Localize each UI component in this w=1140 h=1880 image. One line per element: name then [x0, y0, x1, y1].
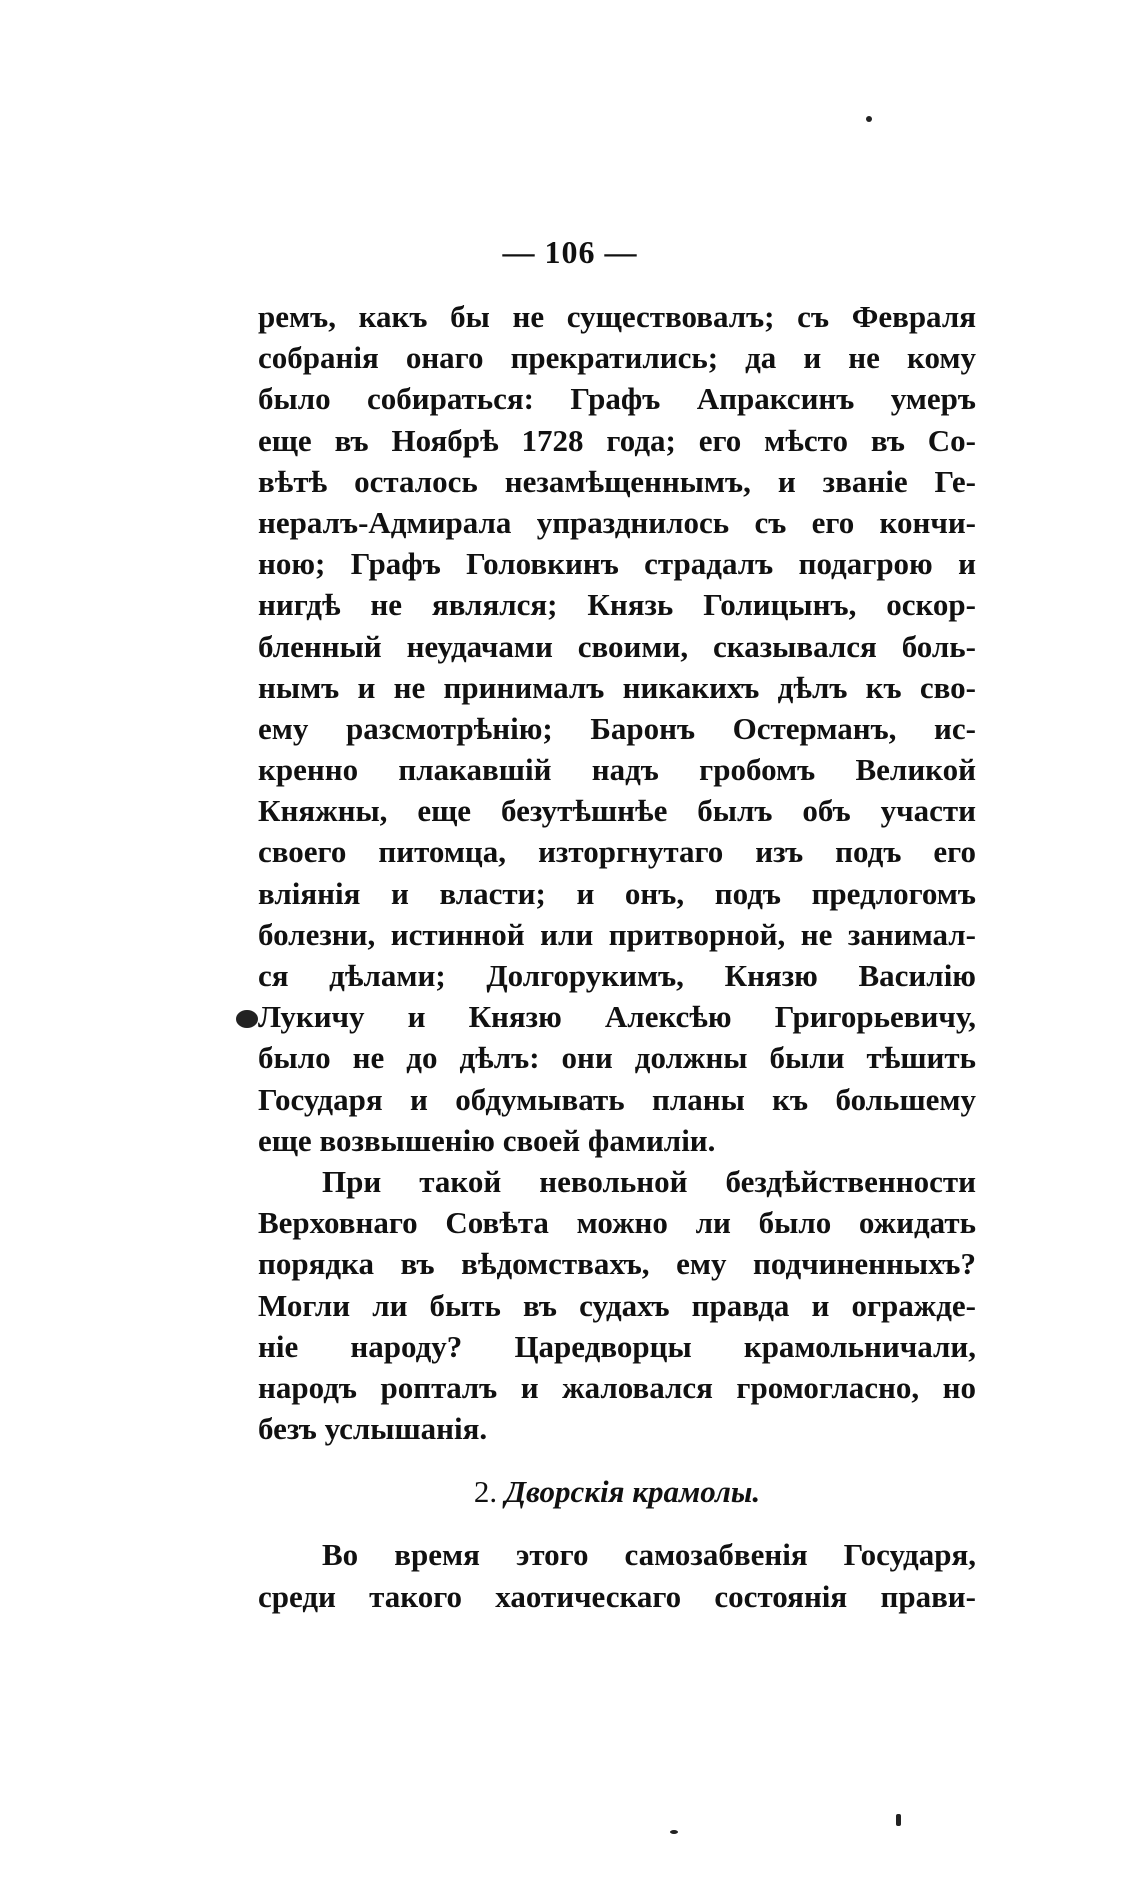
text-line: бленный неудачами своими, сказывался боль- — [258, 628, 976, 664]
text-line: своего питомца, изторгнутаго изъ подъ его — [258, 834, 976, 870]
text-line: было собираться: Графъ Апраксинъ умеръ — [258, 381, 976, 417]
text-line: Могли ли быть въ судахъ правда и огражде- — [258, 1287, 976, 1323]
text-line: Княжны, еще безутѣшнѣе былъ объ участи — [258, 793, 976, 829]
text-line: собранія онаго прекратились; да и не кому — [258, 340, 976, 376]
section-title: Дворскія крамолы. — [504, 1474, 761, 1510]
text-line: вѣтѣ осталось незамѣщеннымъ, и званіе Ге- — [258, 463, 976, 499]
text-line: Лукичу и Князю Алексѣю Григорьевичу, — [258, 999, 976, 1035]
text-line: вліянія и власти; и онъ, подъ предлогомъ — [258, 875, 976, 911]
text-line: нералъ-Адмирала упразднилось съ его кончи- — [258, 504, 976, 540]
text-line: нымъ и не принималъ никакихъ дѣлъ къ сво- — [258, 669, 976, 705]
body-text — [258, 296, 976, 1617]
text-line: Государя и обдумывать планы къ большему — [258, 1081, 976, 1117]
section-number: 2. — [473, 1474, 498, 1510]
text-line: ною; Графъ Головкинъ страдалъ подагрою и — [258, 546, 976, 582]
text-line: безъ услышанія. — [258, 1411, 488, 1447]
scan-speck — [670, 1830, 678, 1834]
scan-speck — [896, 1814, 901, 1826]
text-line: еще въ Ноябрѣ 1728 года; его мѣсто въ Со- — [258, 422, 976, 458]
paragraph-1 — [258, 296, 976, 1161]
text-line: Во время этого самозабвенія Государя, — [322, 1537, 976, 1573]
page-number: — 106 — — [502, 234, 638, 270]
text-line: ремъ, какъ бы не существовалъ; съ Февраля — [258, 299, 976, 334]
text-line: Верховнаго Совѣта можно ли было ожидать — [258, 1205, 976, 1241]
scan-speck — [236, 1010, 258, 1028]
text-line: При такой невольной бездѣйственности — [322, 1163, 976, 1199]
text-line: кренно плакавшій надъ гробомъ Великой — [258, 752, 976, 788]
text-line: было не до дѣлъ: они должны были тѣшить — [258, 1040, 976, 1076]
text-line: народъ роптaлъ и жаловался громогласно, но — [258, 1369, 976, 1405]
text-line: еще возвышенію своей фамиліи. — [258, 1122, 716, 1158]
paragraph-2 — [258, 1161, 976, 1449]
text-line: ему разсмотрѣнію; Баронъ Остерманъ, ис- — [258, 710, 976, 746]
text-line: нигдѣ не являлся; Князь Голицынъ, оскор- — [258, 587, 976, 623]
section-heading — [258, 1471, 976, 1512]
text-line: ніе народу? Царедворцы крамольничали, — [258, 1328, 976, 1364]
text-line: порядка въ вѣдомствахъ, ему подчиненныхъ? — [258, 1246, 976, 1282]
text-line: болезни, истинной или притворной, не занимал- — [258, 916, 976, 952]
paragraph-3 — [258, 1534, 976, 1616]
text-line: ся дѣлами; Долгорукимъ, Князю Василію — [258, 958, 976, 993]
text-line: среди такого хаотическаго состоянія прави- — [258, 1578, 976, 1614]
scan-speck — [866, 116, 872, 122]
